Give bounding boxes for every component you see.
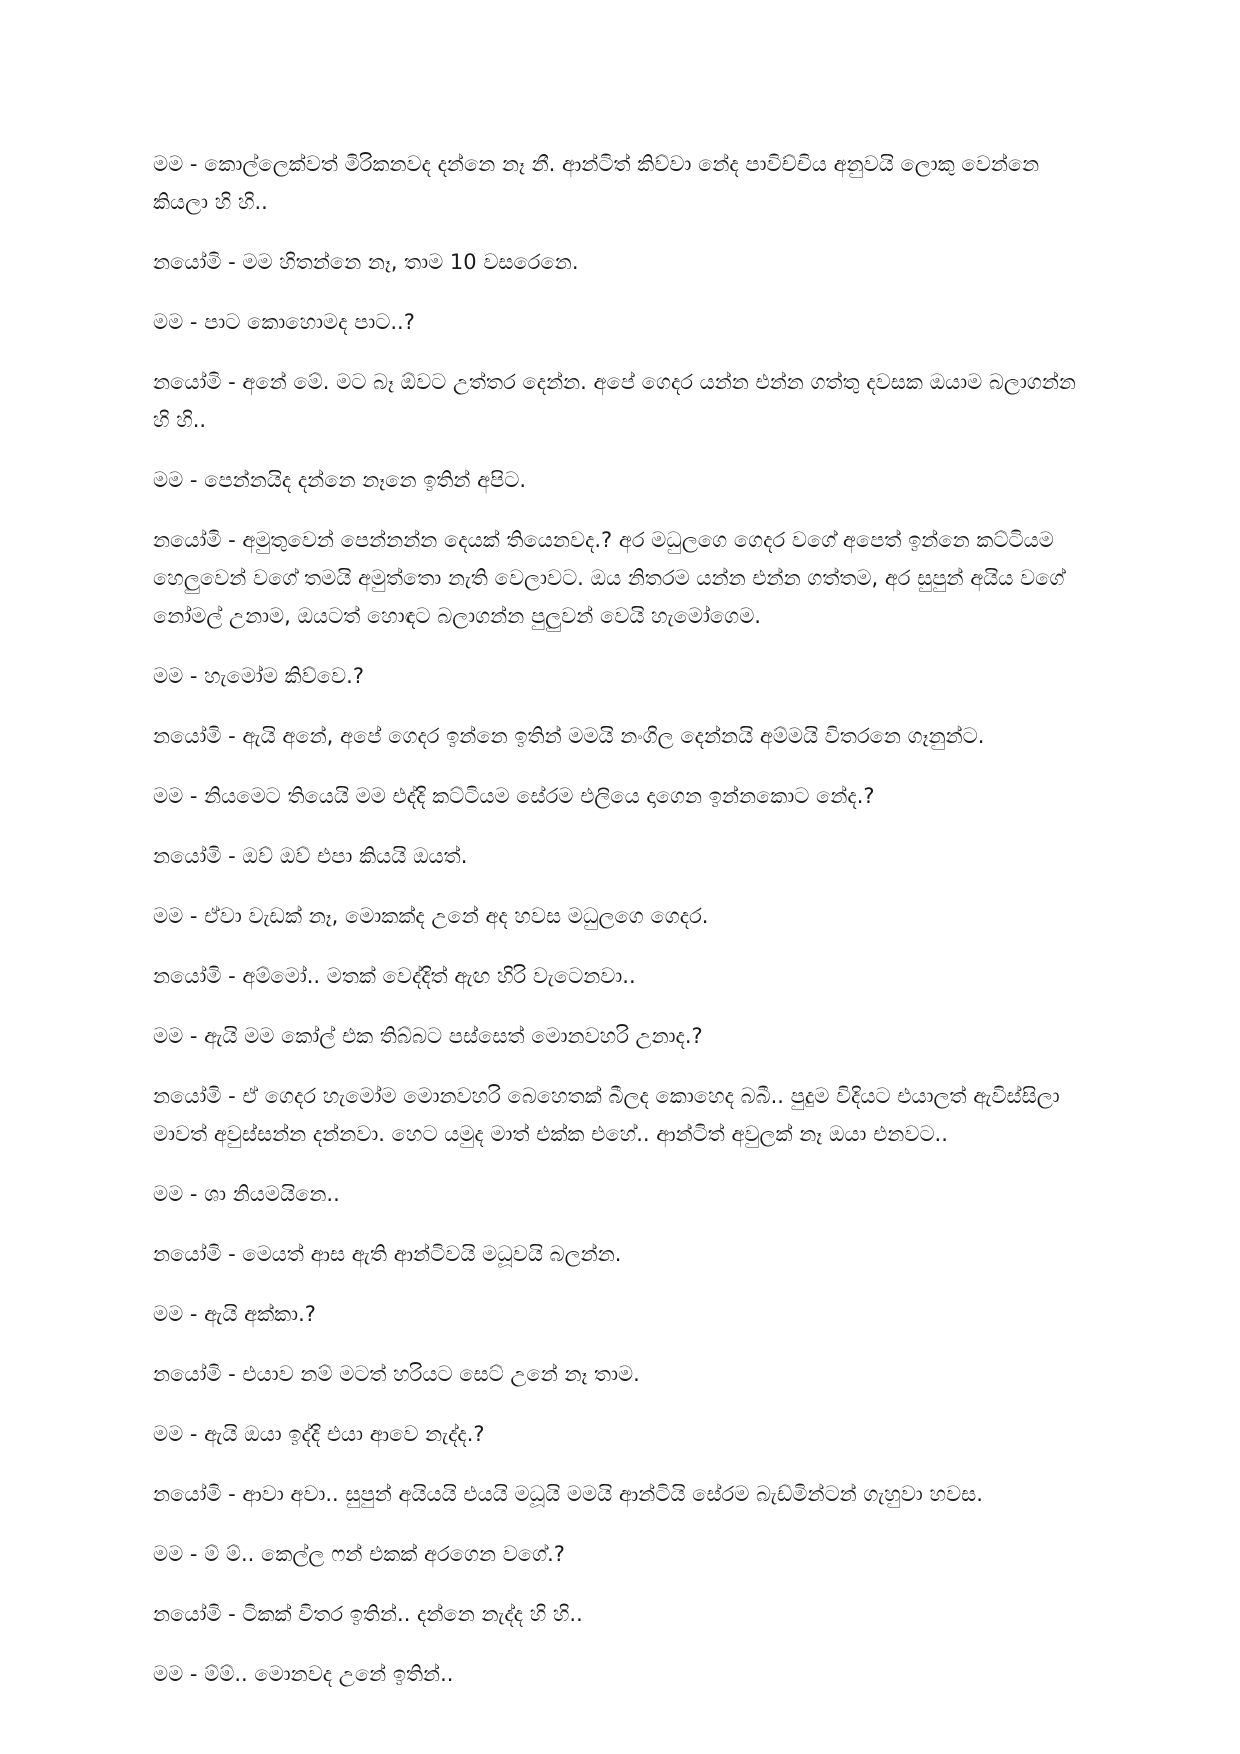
dialogue-line: මම - ඇයි ඔයා ඉද්දි එයා ආවෙ නැද්ද.? [153, 1422, 485, 1446]
dialogue-body [153, 145, 1088, 1715]
dialogue-line: නයෝමි - ටිකක් විතර ඉතින්.. දන්නෙ නැද්ද හි හි.. [153, 1602, 583, 1626]
dialogue-line: මම - ම්ම්.. මොනවද උනේ ඉතින්.. [153, 1662, 454, 1686]
dialogue-line: මම - පාට කොහොමද පාට..? [153, 310, 415, 334]
dialogue-line: නයෝමි - අම්මෝ.. මතක් වෙද්දිත් ඇඟ හිරි වැටෙනවා.. [153, 964, 636, 988]
dialogue-line: මම - ම් ම්.. කෙල්ල ෆන් එකක් අරගෙන වගේ.? [153, 1542, 565, 1566]
dialogue-line: නයෝමි - ආවා අවා.. සුපුන් අයියයි එයයි මධූයි මමයි ආන්ටියි සේරම බැඩ්මින්ටන් ගැහුවා හවස. [153, 1482, 983, 1506]
dialogue-line: මම - කොල්ලෙක්වත් මිරිකනවද දන්නෙ නෑ නී. ආන්ටිත් කිව්වා නේද පාවිච්චිය අනුවයි ලොකු වෙන්නෙ කියලා හි හි.. [153, 152, 1040, 214]
dialogue-line: මම - නියමෙට තියෙයි මම එද්දි කට්ටියම සේරම එලියෙ දාගෙන ඉන්නකොට නේද.? [153, 784, 875, 808]
dialogue-line: නයෝමි - ඔව් ඔව් එපා කියයි ඔයත්. [153, 844, 468, 868]
dialogue-line: මම - පෙන්නයිද දන්නෙ නෑනෙ ඉතින් අපිට. [153, 468, 527, 492]
dialogue-line: මම - ඇයි මම කෝල් එක තිබ්බට පස්සෙත් මොනවහරි උනාද.? [153, 1024, 703, 1048]
dialogue-line: මම - ශා නියමයිනෙ.. [153, 1182, 340, 1206]
dialogue-line: මම - හැමෝම කිව්වෙ.? [153, 664, 364, 688]
dialogue-line: නයෝමි - එයාව නම් මටත් හරියට සෙට් උනේ නෑ තාම. [153, 1362, 640, 1386]
dialogue-line: මම - ඒවා වැඩක් නෑ, මොකක්ද උනේ අද හවස මධුලගෙ ගෙදර. [153, 904, 709, 928]
dialogue-line: නයෝමි - ඇයි අනේ, අපේ ගෙදර ඉන්නෙ ඉතින් මමයි නංගිල දෙන්නයි අම්මයි විතරනෙ ගෑනුන්ට. [153, 724, 985, 748]
dialogue-line: නයෝමි - ඒ ගෙදර හැමෝම මොනවහරි බෙහෙතක් බීලද කොහෙද බබී.. පුදුම විදියට එයාලත් ඇවිස්සිලා මාවත් අවුස්සන්න දන්නවා. හෙට යමුද මාත් එක්ක එහේ.. ආන්ටිත් අවුලක් නෑ ඔයා එනවට.. [153, 1084, 1060, 1146]
dialogue-line: නයෝමි - අනේ මේ. මට බෑ ඕවට උත්තර දෙන්න. අපේ ගෙදර යන්න එන්න ගත්තු දවසක ඔයාම බලාගන්න හි හි.. [153, 370, 1076, 432]
dialogue-line: මම - ඇයි අක්කා.? [153, 1302, 316, 1326]
dialogue-line: නයෝමි - මම හිතන්නෙ නෑ, තාම 10 වසරෙනෙ. [153, 250, 579, 274]
dialogue-line: නයෝමි - අමුතුවෙන් පෙන්නන්න දෙයක් තියෙනවද.? අර මධුලගෙ ගෙදර වගේ අපෙත් ඉන්නෙ කට්ටියම හෙලුවෙන් වගේ තමයි අමුත්තො නැති වෙලාවට. ඔය නිතරම යන්න එන්න ගත්තම, අර සුපුන් අයිය වගේ නෝමල් උනාම, ඔයටත් හොඳට බලාගන්න පුලුවන් වෙයි හැමෝගෙම. [153, 528, 1065, 628]
dialogue-line: නයෝමි - මෙයත් ආස ඇති ආන්ටිවයි මධූවයි බලන්න. [153, 1242, 622, 1266]
